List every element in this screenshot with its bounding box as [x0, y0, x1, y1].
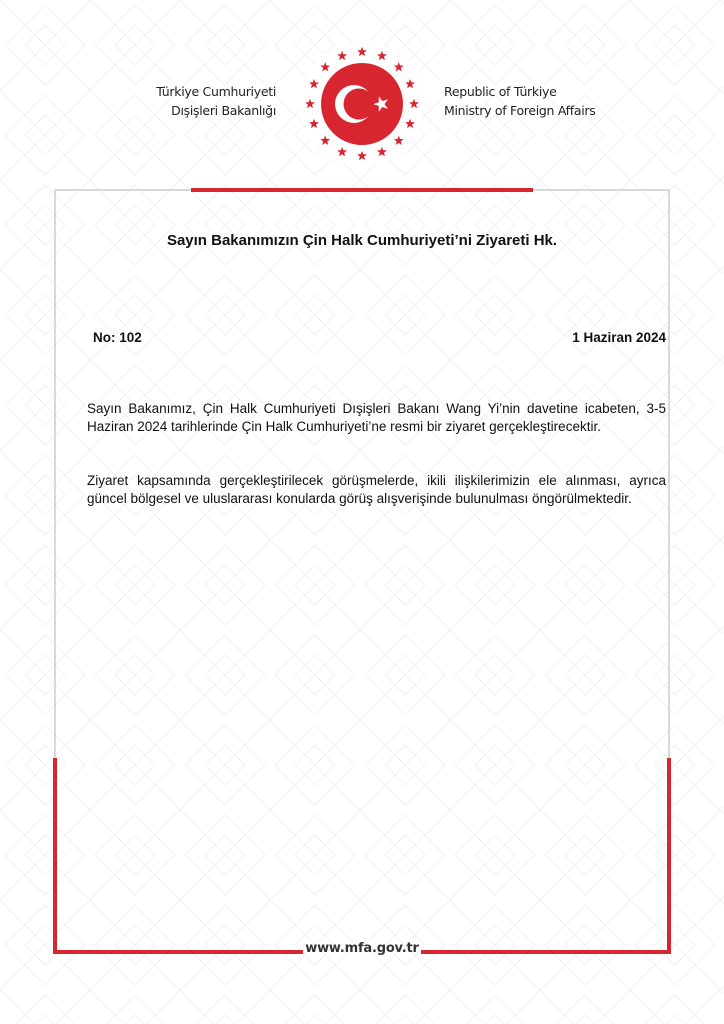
press-release-title: Sayın Bakanımızın Çin Halk Cumhuriyeti’ni Ziyareti Hk.	[166, 232, 558, 249]
frame-bottom-right-accent	[421, 950, 671, 954]
ministry-name-english	[444, 82, 614, 120]
frame-bottom-left-accent	[53, 950, 303, 954]
header-right-line2: Ministry of Foreign Affairs	[444, 103, 596, 118]
header-left-line1: Türkiye Cumhuriyeti	[156, 84, 276, 99]
ministry-name-turkish	[150, 82, 276, 120]
press-release-number: No: 102	[93, 330, 142, 345]
press-release-date: 1 Haziran 2024	[572, 330, 666, 345]
frame-top-accent	[191, 188, 533, 192]
frame-right-accent	[667, 758, 671, 954]
body-paragraph: Sayın Bakanımız, Çin Halk Cumhuriyeti Dışişleri Bakanı Wang Yi’nin davetine icabeten, 3-5 Haziran 2024 tarihlerinde Çin Halk Cumhuriyeti’ne resmi bir ziyaret gerçekleştirecektir.	[87, 401, 666, 434]
header-left-line2: Dışişleri Bakanlığı	[171, 103, 276, 118]
ministry-emblem	[298, 40, 426, 168]
frame-left-border	[54, 189, 56, 759]
footer-website: www.mfa.gov.tr	[305, 941, 419, 956]
body-paragraph: Ziyaret kapsamında gerçekleştirilecek görüşmelerde, ikili ilişkilerimizin ele alınması, ayrıca güncel bölgesel ve uluslararası konularda görüş alışverişinde bulunulması öngörülmektedir.	[87, 473, 666, 506]
frame-left-accent	[53, 758, 57, 954]
header-right-line1: Republic of Türkiye	[444, 84, 557, 99]
frame-right-border	[668, 189, 670, 759]
